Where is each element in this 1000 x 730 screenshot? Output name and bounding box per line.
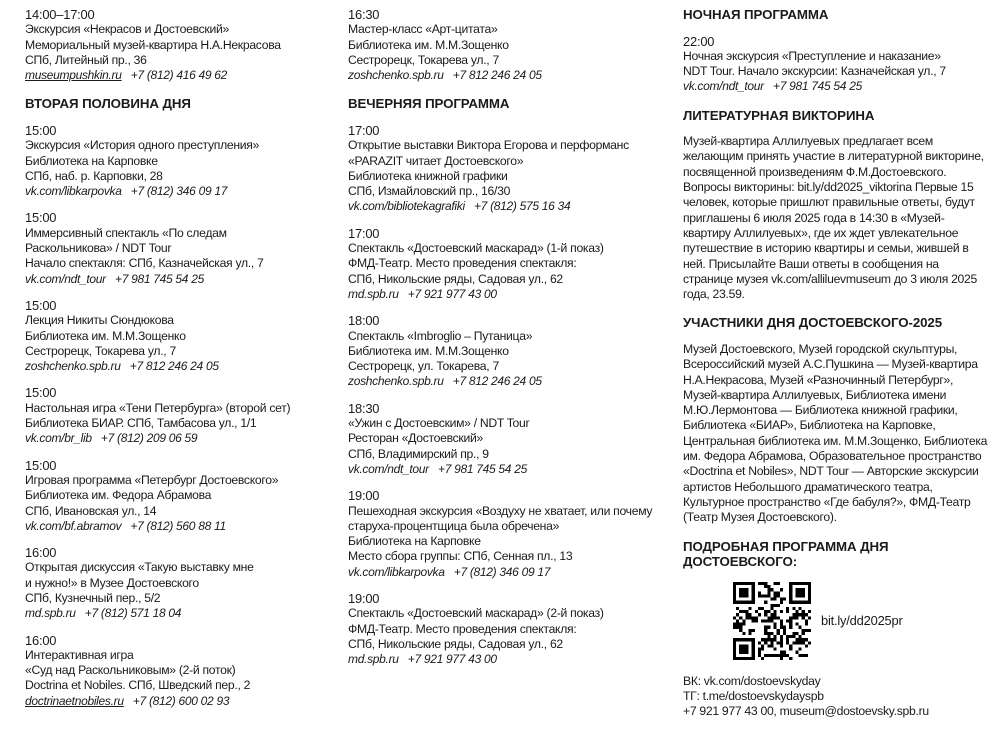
event-phone: +7 (812) 416 49 62 bbox=[130, 68, 228, 83]
event-line: Раскольникова» / NDT Tour bbox=[25, 241, 172, 256]
event-phone: +7 (812) 560 88 11 bbox=[130, 518, 226, 533]
event-line: Мемориальный музей-квартира Н.А.Некрасова bbox=[25, 37, 281, 52]
event-url-link[interactable]: doctrinaetnobiles.ru bbox=[25, 693, 124, 708]
event-url-link[interactable]: vk.com/bibliotekagrafiki bbox=[348, 199, 465, 214]
event-url-link[interactable]: vk.com/libkarpovka bbox=[348, 564, 445, 579]
event-link-line bbox=[25, 184, 329, 199]
event-url-link[interactable]: zoshchenko.spb.ru bbox=[348, 68, 444, 83]
event-block bbox=[348, 313, 666, 389]
event-block bbox=[348, 401, 666, 477]
event-time: 19:00 bbox=[348, 591, 380, 606]
event-url-link[interactable]: vk.com/bf.abramov bbox=[25, 518, 122, 533]
event-block bbox=[348, 591, 666, 667]
event-line: Спектакль «Достоевский маскарад» (2-й показ) bbox=[348, 606, 604, 621]
event-block bbox=[348, 488, 666, 580]
event-line: Библиотека на Карповке bbox=[25, 153, 158, 168]
event-url-link[interactable]: vk.com/ndt_tour bbox=[25, 271, 106, 286]
event-line: Настольная игра «Тени Петербурга» (второй сет) bbox=[25, 400, 291, 415]
event-phone: +7 (812) 209 06 59 bbox=[100, 431, 198, 446]
event-url-link[interactable]: museumpushkin.ru bbox=[25, 68, 122, 83]
event-line: ФМД-Театр. Место проведения спектакля: bbox=[348, 621, 577, 636]
section-header: УЧАСТНИКИ ДНЯ ДОСТОЕВСКОГО-2025 bbox=[683, 315, 942, 331]
event-line: СПб, наб. р. Карповки, 28 bbox=[25, 168, 163, 183]
event-link-line bbox=[25, 431, 329, 446]
event-line: «PARAZIT читает Достоевского» bbox=[348, 153, 524, 168]
event-time: 15:00 bbox=[25, 297, 57, 313]
event-url-link[interactable]: zoshchenko.spb.ru bbox=[25, 359, 121, 374]
event-time: 22:00 bbox=[683, 33, 715, 49]
event-phone: +7 (812) 346 09 17 bbox=[130, 184, 228, 199]
event-line: Библиотека им. М.М.Зощенко bbox=[348, 343, 509, 358]
event-line: Ресторан «Достоевский» bbox=[348, 431, 483, 446]
event-line: Сестрорецк, Токарева ул., 7 bbox=[348, 52, 499, 67]
event-line: ФМД-Театр. Место проведения спектакля: bbox=[348, 256, 577, 271]
event-line: Экскурсия «История одного преступления» bbox=[25, 138, 260, 153]
event-line: Библиотека им. М.М.Зощенко bbox=[348, 37, 509, 52]
event-line: «Суд над Раскольниковым» (2-й поток) bbox=[25, 663, 236, 678]
event-line: Библиотека им. Федора Абрамова bbox=[25, 488, 212, 503]
event-time: 18:30 bbox=[348, 400, 380, 416]
column-afternoon bbox=[25, 7, 329, 720]
event-link-line bbox=[25, 694, 329, 709]
event-block bbox=[25, 7, 329, 83]
event-line: Библиотека им. М.М.Зощенко bbox=[25, 328, 186, 343]
event-line: старуха-процентщица была обречена» bbox=[348, 518, 560, 533]
event-time: 17:00 bbox=[348, 122, 380, 138]
event-line: СПб, Кузнечный пер., 5/2 bbox=[25, 591, 161, 605]
event-line: Иммерсивный спектакль «По следам bbox=[25, 225, 227, 240]
event-link-line bbox=[25, 68, 329, 83]
event-phone: +7 921 977 43 00 bbox=[407, 286, 497, 301]
event-link-line bbox=[683, 79, 989, 94]
event-phone: +7 (812) 575 16 34 bbox=[473, 199, 571, 214]
event-line: СПб, Литейный пр., 36 bbox=[25, 52, 147, 67]
participants-paragraph: Музей Достоевского, Музей городской скульптуры, Всероссийский музей А.С.Пушкина — Музей-квартира Н.А.Некрасова, Музей «Разночинный Петербург», Музей-квартира Аллилуевых, Библиотека имени М.Ю.Лермонтова — Библиотека книжной графики, Библиотека «БИАР», Библиотека на Карповке, Центральная библиотека им. М.М.Зощенко, Библиотека им. Федора Абрамова, Образовательное пространство «Doctrina et Nobiles», NDT Tour — Авторские экскурсии артистов Небольшого драматического театра, Культурное пространство «Где бабуля?», ФМД-Театр (Театр Музея Достоевского). bbox=[683, 341, 988, 525]
event-phone: +7 812 246 24 05 bbox=[129, 359, 219, 374]
event-line: СПб, Никольские ряды, Садовая ул., 62 bbox=[348, 636, 563, 651]
event-url-link[interactable]: vk.com/libkarpovka bbox=[25, 184, 122, 199]
event-url-link[interactable]: md.spb.ru bbox=[348, 286, 399, 301]
event-phone: +7 981 745 54 25 bbox=[772, 79, 862, 94]
event-line: Лекция Никиты Сюндюкова bbox=[25, 313, 174, 328]
event-link-line bbox=[348, 68, 666, 83]
event-phone: +7 (812) 346 09 17 bbox=[453, 564, 551, 579]
section-header: ПОДРОБНАЯ ПРОГРАММА ДНЯ ДОСТОЕВСКОГО: bbox=[683, 538, 889, 570]
event-line: NDT Tour. Начало экскурсии: Казначейская ул., 7 bbox=[683, 64, 946, 79]
event-link-line bbox=[25, 519, 329, 534]
event-block bbox=[25, 545, 329, 621]
event-line: Doctrina et Nobiles. СПб, Шведский пер., 2 bbox=[25, 678, 251, 693]
event-line: СПб, Никольские ряды, Садовая ул., 62 bbox=[348, 271, 563, 286]
section-header: ВТОРАЯ ПОЛОВИНА ДНЯ bbox=[25, 96, 191, 112]
event-time: 15:00 bbox=[25, 122, 57, 138]
paragraph-line: ТГ: t.me/dostoevskydayspb bbox=[683, 688, 824, 703]
event-block bbox=[25, 458, 329, 534]
event-line: Игровая программа «Петербург Достоевского» bbox=[25, 472, 279, 487]
event-line: «Ужин с Достоевским» / NDT Tour bbox=[348, 416, 530, 431]
event-line: Открытая дискуссия «Такую выставку мне bbox=[25, 560, 254, 575]
event-link-line bbox=[348, 374, 666, 389]
event-link-line bbox=[348, 287, 666, 302]
event-block bbox=[25, 210, 329, 286]
event-time: 16:30 bbox=[348, 7, 380, 22]
event-url-link[interactable]: vk.com/ndt_tour bbox=[683, 79, 764, 94]
qr-caption: bit.ly/dd2025pr bbox=[821, 613, 903, 629]
event-link-line bbox=[25, 272, 329, 287]
event-line: Сестрорецк, ул. Токарева, 7 bbox=[348, 359, 499, 374]
event-phone: +7 981 745 54 25 bbox=[437, 461, 527, 476]
event-link-line bbox=[348, 462, 666, 477]
event-line: Место сбора группы: СПб, Сенная пл., 13 bbox=[348, 549, 573, 564]
event-url-link[interactable]: vk.com/ndt_tour bbox=[348, 461, 429, 476]
event-time: 14:00–17:00 bbox=[25, 7, 95, 22]
event-time: 18:00 bbox=[348, 313, 380, 329]
event-line: Библиотека БИАР. СПб, Тамбасова ул., 1/1 bbox=[25, 416, 257, 431]
event-line: Начало спектакля: СПб, Казначейская ул., 7 bbox=[25, 256, 264, 271]
quiz-paragraph: Музей-квартира Аллилуевых предлагает всем желающим принять участие в литературной викторине, посвященной произведениям Ф.М.Достоевского. Вопросы викторины: bit.ly/dd2025_viktorina Первые 15 человек, которые пришлют правильные ответы, будут приглашены 6 июля 2025 года в 14:30 в «Музей-квартиру Аллилуевых», где их ждет увлекательное путешествие в историю квартиры и семьи, жившей в ней. Присылайте Ваши ответы в сообщения на странице музея vk.com/alliluevmuseum до 3 июля 2025 года, 23.59. bbox=[683, 134, 984, 302]
event-line: СПб, Измайловский пр., 16/30 bbox=[348, 184, 511, 199]
event-block bbox=[683, 34, 989, 95]
event-line: и нужно!» в Музее Достоевского bbox=[25, 575, 199, 590]
event-phone: +7 981 745 54 25 bbox=[114, 271, 204, 286]
section-header: НОЧНАЯ ПРОГРАММА bbox=[683, 7, 829, 22]
event-link-line bbox=[25, 359, 329, 374]
paragraph-line: ВК: vk.com/dostoevskyday bbox=[683, 673, 821, 688]
event-time: 16:00 bbox=[25, 632, 57, 648]
event-time: 15:00 bbox=[25, 210, 57, 226]
column-evening bbox=[348, 7, 666, 678]
qr-code bbox=[733, 582, 811, 660]
event-time: 16:00 bbox=[25, 545, 57, 561]
qr-block bbox=[733, 582, 989, 660]
event-line: Интерактивная игра bbox=[25, 647, 134, 662]
event-link-line bbox=[348, 565, 666, 580]
event-url-link[interactable]: zoshchenko.spb.ru bbox=[348, 374, 444, 389]
event-block bbox=[348, 123, 666, 215]
event-line: Ночная экскурсия «Преступление и наказание» bbox=[683, 48, 941, 63]
event-line: СПб, Владимирский пр., 9 bbox=[348, 446, 489, 461]
event-phone: +7 812 246 24 05 bbox=[452, 374, 542, 389]
section-header: ВЕЧЕРНЯЯ ПРОГРАММА bbox=[348, 96, 510, 112]
event-url-link[interactable]: vk.com/br_lib bbox=[25, 431, 92, 446]
event-line: Библиотека книжной графики bbox=[348, 168, 508, 183]
event-url-link[interactable]: md.spb.ru bbox=[348, 652, 399, 667]
event-line: Мастер-класс «Арт-цитата» bbox=[348, 22, 498, 37]
event-block bbox=[348, 7, 666, 83]
event-block bbox=[25, 298, 329, 374]
event-block bbox=[25, 633, 329, 709]
column-night bbox=[683, 7, 989, 730]
event-line: Экскурсия «Некрасов и Достоевский» bbox=[25, 22, 229, 37]
paragraph-line: +7 921 977 43 00, museum@dostoevsky.spb.ru bbox=[683, 704, 929, 719]
event-line: Спектакль «Достоевский маскарад» (1-й показ) bbox=[348, 241, 604, 256]
event-link-line bbox=[348, 199, 666, 214]
event-time: 15:00 bbox=[25, 385, 57, 401]
event-block bbox=[25, 123, 329, 199]
event-time: 15:00 bbox=[25, 457, 57, 473]
event-block bbox=[348, 226, 666, 302]
event-line: Пешеходная экскурсия «Воздуху не хватает, или почему bbox=[348, 503, 653, 518]
contacts bbox=[683, 674, 989, 720]
event-line: Библиотека на Карповке bbox=[348, 534, 481, 549]
event-block bbox=[25, 385, 329, 446]
event-phone: +7 921 977 43 00 bbox=[407, 652, 497, 667]
event-phone: +7 812 246 24 05 bbox=[452, 68, 542, 83]
event-phone: +7 (812) 600 02 93 bbox=[132, 693, 230, 708]
event-line: Сестрорецк, Токарева ул., 7 bbox=[25, 343, 176, 358]
section-header: ЛИТЕРАТУРНАЯ ВИКТОРИНА bbox=[683, 107, 875, 123]
event-line: Открытие выставки Виктора Егорова и перформанс bbox=[348, 138, 629, 153]
event-link-line bbox=[25, 606, 329, 621]
event-url-link[interactable]: md.spb.ru bbox=[25, 606, 76, 621]
event-phone: +7 (812) 571 18 04 bbox=[84, 606, 182, 621]
event-line: СПб, Ивановская ул., 14 bbox=[25, 503, 157, 518]
event-time: 19:00 bbox=[348, 488, 380, 504]
event-link-line bbox=[348, 652, 666, 667]
event-line: Спектакль «Imbroglio – Путаница» bbox=[348, 328, 533, 343]
event-time: 17:00 bbox=[348, 225, 380, 241]
